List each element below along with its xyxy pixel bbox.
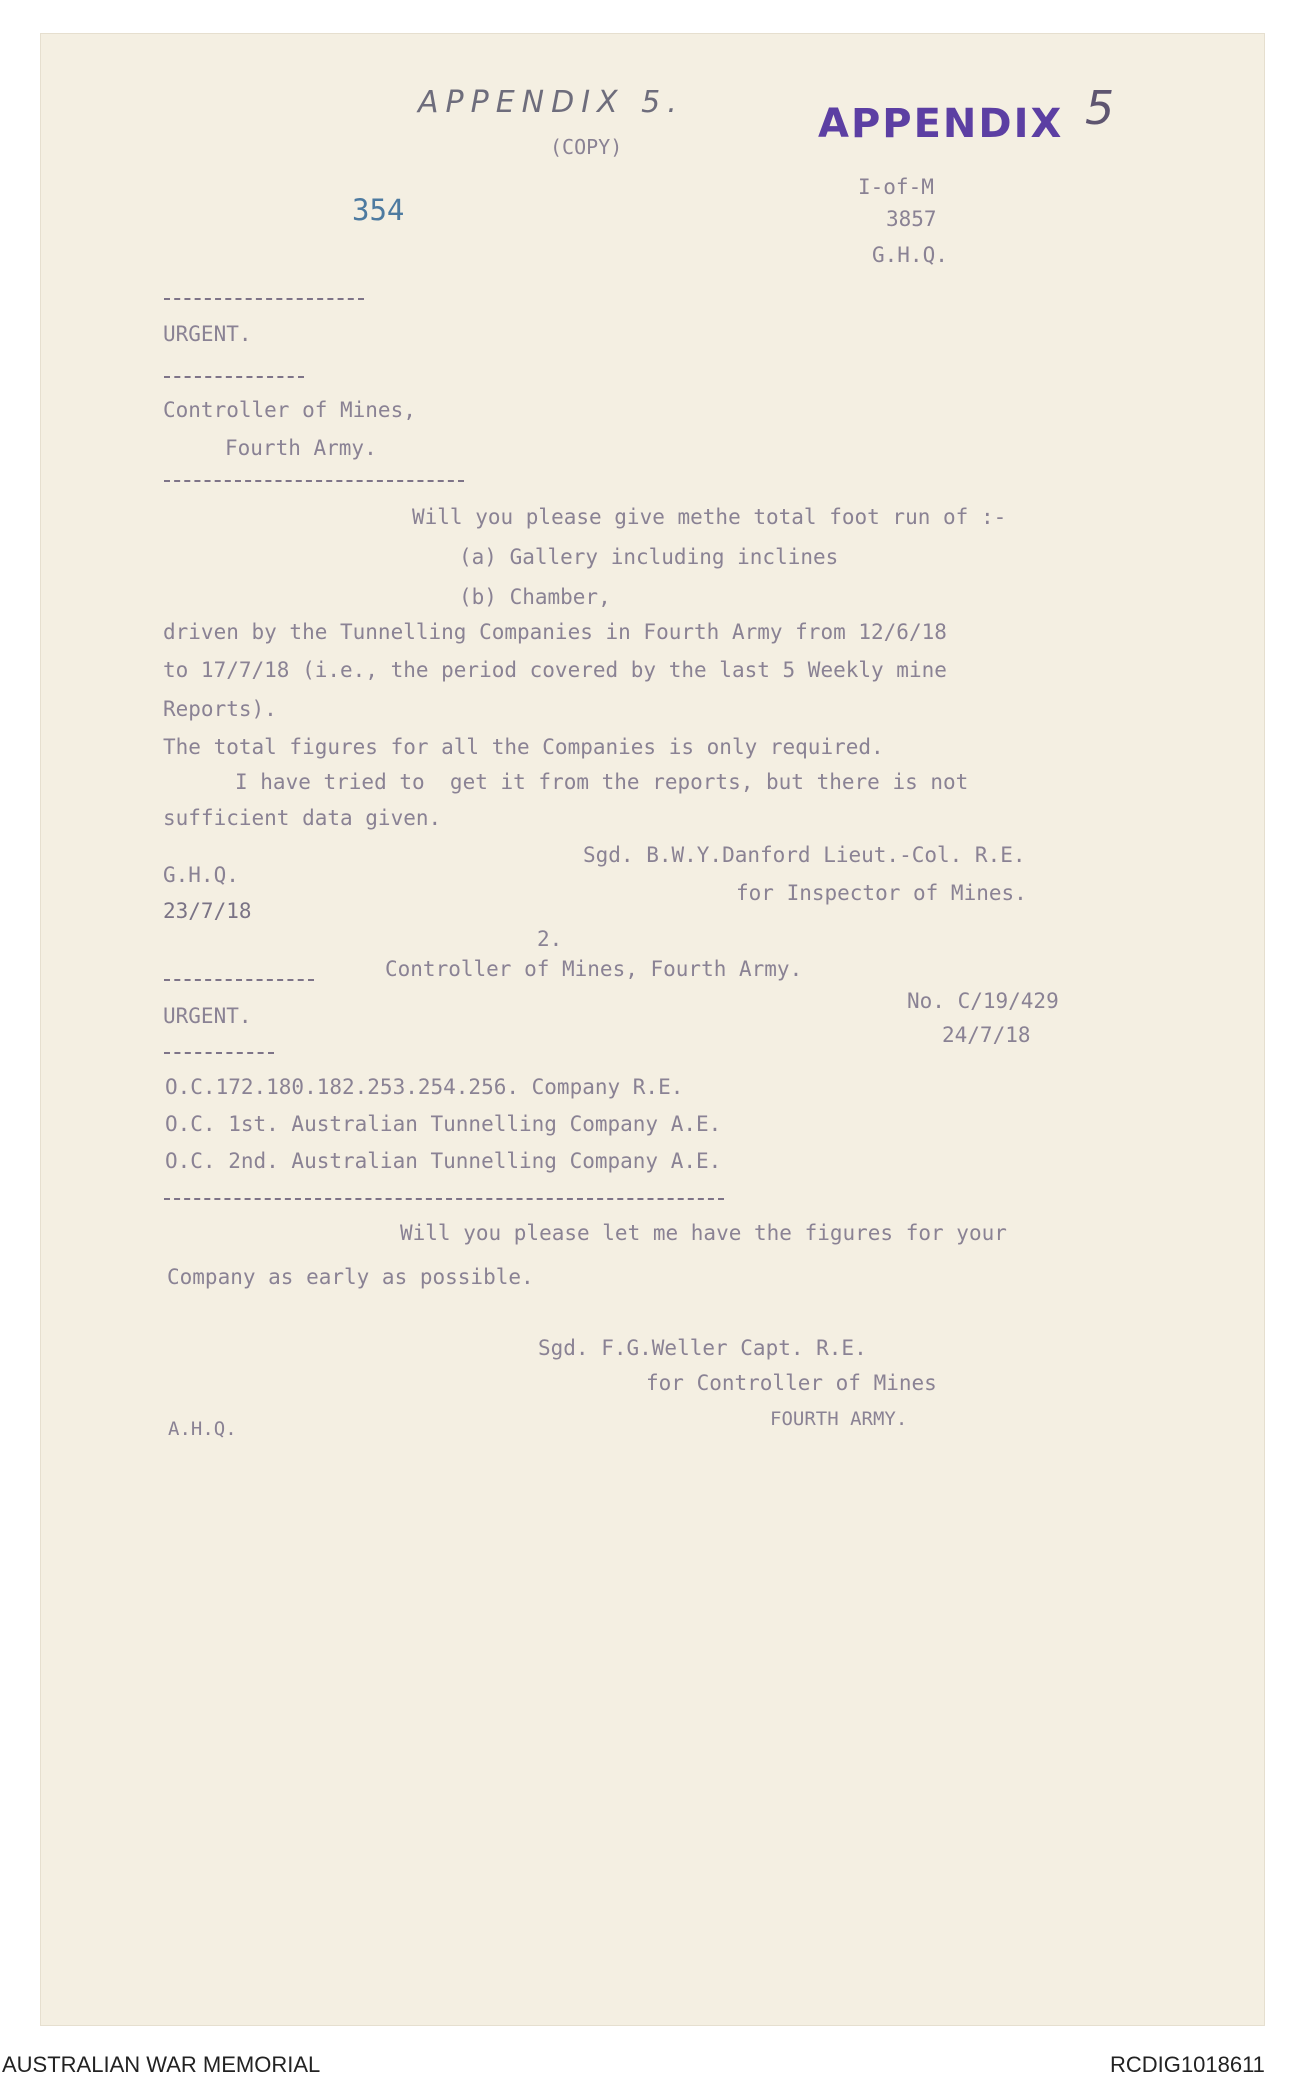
body-line: Will you please let me have the figures for your [400, 1221, 1007, 1245]
handwritten-appendix-note: APPENDIX 5. [418, 85, 684, 120]
memo-number: 2. [537, 927, 563, 951]
divider [164, 1198, 724, 1200]
body-line: Will you please give methe total foot run of :- [412, 505, 1007, 529]
memo-date: 24/7/18 [942, 1023, 1031, 1047]
memo-reference: No. C/19/429 [907, 989, 1059, 1013]
folio-number: 354 [352, 193, 405, 227]
reference-number: 3857 [886, 207, 937, 231]
addressee-line: Fourth Army. [225, 436, 377, 460]
memo-from: Controller of Mines, Fourth Army. [385, 957, 803, 981]
institution-caption: AUSTRALIAN WAR MEMORIAL [2, 2052, 321, 2077]
divider [164, 979, 314, 981]
addressee-line: Controller of Mines, [163, 398, 416, 422]
addressee-line: O.C. 2nd. Australian Tunnelling Company A.E. [165, 1149, 722, 1173]
document-page [40, 33, 1265, 2026]
signature-for: for Controller of Mines [646, 1371, 937, 1395]
divider [164, 480, 464, 482]
addressee-line: O.C. 1st. Australian Tunnelling Company A.E. [165, 1112, 722, 1136]
signature-unit: FOURTH ARMY. [770, 1408, 908, 1430]
body-line: driven by the Tunnelling Companies in Fourth Army from 12/6/18 [163, 620, 947, 644]
body-line: sufficient data given. [163, 806, 442, 830]
reference-code: I-of-M [858, 175, 934, 199]
body-line: The total figures for all the Companies is only required. [163, 735, 884, 759]
issue-place: A.H.Q. [168, 1418, 237, 1440]
reference-place: G.H.Q. [872, 243, 948, 267]
urgent-label: URGENT. [163, 1004, 252, 1028]
body-line: I have tried to get it from the reports, but there is not [235, 770, 969, 794]
body-line: (a) Gallery including inclines [459, 545, 839, 569]
body-line: Company as early as possible. [167, 1265, 534, 1289]
issue-place: G.H.Q. [163, 863, 239, 887]
divider [164, 1052, 274, 1054]
image-id-caption: RCDIG1018611 [1110, 2052, 1265, 2077]
body-line: Reports). [163, 697, 277, 721]
signature: Sgd. B.W.Y.Danford Lieut.-Col. R.E. [583, 843, 1026, 867]
copy-label: (COPY) [550, 135, 623, 159]
signature: Sgd. F.G.Weller Capt. R.E. [538, 1336, 867, 1360]
signature-for: for Inspector of Mines. [736, 881, 1027, 905]
body-line: to 17/7/18 (i.e., the period covered by the last 5 Weekly mine [163, 658, 947, 682]
stamp-number: 5 [1085, 81, 1122, 135]
divider [164, 376, 304, 378]
addressee-line: O.C.172.180.182.253.254.256. Company R.E. [165, 1075, 684, 1099]
appendix-stamp: APPENDIX [818, 101, 1064, 147]
divider [164, 298, 364, 300]
body-line: (b) Chamber, [459, 585, 611, 609]
issue-date: 23/7/18 [163, 899, 252, 923]
urgent-label: URGENT. [163, 322, 252, 346]
